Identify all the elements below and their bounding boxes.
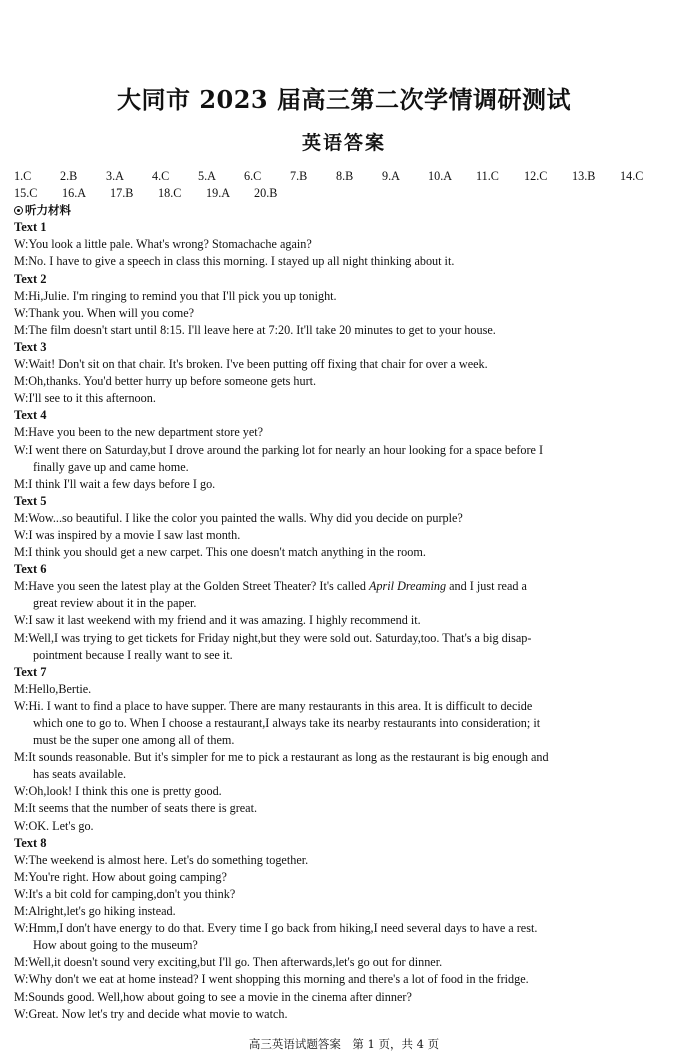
- speaker-label: M:: [14, 869, 29, 884]
- dialogue-line: [14, 578, 676, 595]
- utterance: [28, 390, 676, 407]
- speaker-label: W:: [14, 237, 29, 252]
- answer-item: 18.C: [158, 186, 182, 201]
- utterance: [28, 852, 676, 869]
- dialogue-line: [14, 356, 676, 373]
- utterance: [28, 989, 676, 1006]
- answer-item: 4.C: [152, 169, 170, 183]
- utterance-text: and I just read a: [449, 579, 527, 594]
- speaker-label: W:: [14, 972, 29, 987]
- dialogue-line: [14, 288, 676, 305]
- dialogue-line: [14, 1006, 676, 1023]
- dialogue-line: [14, 800, 676, 817]
- speaker-label: W:: [14, 1006, 29, 1021]
- speaker-label: M:: [14, 801, 29, 816]
- utterance: [28, 886, 676, 903]
- text-heading: Text 4: [14, 408, 47, 423]
- utterance: [28, 236, 676, 253]
- section-heading: [14, 202, 676, 219]
- utterance-continuation: must be the super one among all of them.: [33, 733, 235, 748]
- dialogue-line: [14, 612, 676, 629]
- utterance-text: Thank you. When will you come?: [28, 305, 195, 320]
- text-heading: Text 7: [14, 664, 47, 679]
- utterance: [28, 476, 676, 493]
- dialogue-line: [14, 442, 676, 459]
- utterance-text: Hi,Julie. I'm ringing to remind you that I'll pick you up tonight.: [28, 288, 337, 303]
- dialogue-line: [14, 681, 676, 698]
- dialogue-line: [14, 253, 676, 270]
- utterance-text: It seems that the number of seats there is great.: [28, 801, 258, 816]
- answer-item: 14.C: [620, 169, 644, 183]
- speaker-label: M:: [14, 545, 29, 560]
- speaker-label: M:: [14, 579, 29, 594]
- utterance-text: I went there on Saturday,but I drove around the parking lot for nearly an hour looking for a space before I: [28, 442, 544, 457]
- speaker-label: M:: [14, 322, 29, 337]
- utterance-text: Oh,look! I think this one is pretty good.: [28, 784, 222, 799]
- answer-item: 2.B: [60, 169, 78, 183]
- speaker-label: W:: [14, 391, 29, 406]
- utterance-text: The weekend is almost here. Let's do something together.: [28, 852, 309, 867]
- utterance-text: No. I have to give a speech in class this morning. I stayed up all night thinking about it.: [28, 254, 455, 269]
- text-heading: Text 6: [14, 562, 47, 577]
- utterance: [28, 612, 676, 629]
- utterance-continuation: great review about it in the paper.: [33, 596, 197, 611]
- utterance: [28, 373, 676, 390]
- utterance-text: Have you seen the latest play at the Golden Street Theater? It's called: [28, 579, 366, 594]
- utterance: [28, 1006, 676, 1023]
- utterance: [28, 322, 676, 339]
- utterance: [28, 954, 676, 971]
- answer-item: 8.B: [336, 169, 354, 183]
- dialogue-line: [14, 903, 676, 920]
- utterance-text: I saw it last weekend with my friend and it was amazing. I highly recommend it.: [28, 613, 421, 628]
- speaker-label: W:: [14, 886, 29, 901]
- speaker-label: M:: [14, 904, 29, 919]
- answer-item: 12.C: [524, 169, 548, 183]
- utterance: [28, 920, 676, 937]
- dialogue-line: [14, 869, 676, 886]
- utterance: [28, 698, 676, 715]
- dialogue-line: [14, 920, 676, 937]
- speaker-label: W:: [14, 921, 29, 936]
- dialogue-line: [14, 971, 676, 988]
- dialogue-line: [14, 989, 676, 1006]
- utterance: [28, 869, 676, 886]
- utterance: [28, 253, 676, 270]
- answer-item: 20.B: [254, 186, 278, 201]
- utterance: [28, 544, 676, 561]
- text-heading: Text 8: [14, 835, 47, 850]
- speaker-label: W:: [14, 527, 29, 542]
- dialogue-line: [14, 476, 676, 493]
- utterance-text: The film doesn't start until 8:15. I'll leave here at 7:20. It'll take 20 minutes to get to your house.: [28, 322, 496, 337]
- bullet-icon: [14, 206, 23, 215]
- utterance-continuation: How about going to the museum?: [33, 938, 198, 953]
- utterance-text: You look a little pale. What's wrong? Stomachache again?: [28, 237, 312, 252]
- utterance-text: Wow...so beautiful. I like the color you painted the walls. Why did you decide on purple?: [28, 510, 463, 525]
- speaker-label: M:: [14, 510, 29, 525]
- answer-item: 9.A: [382, 169, 400, 183]
- dialogue-line: [14, 424, 676, 441]
- utterance: [28, 903, 676, 920]
- utterance: [28, 510, 676, 527]
- dialogue-line: [14, 954, 676, 971]
- speaker-label: M:: [14, 476, 29, 491]
- utterance-text: I'll see to it this afternoon.: [28, 391, 156, 406]
- utterance: [28, 749, 676, 766]
- answer-item: 3.A: [106, 169, 124, 183]
- utterance-text: Hi. I want to find a place to have supper. There are many restaurants in this area. It is difficult to decide: [28, 698, 533, 713]
- dialogue-line: [14, 630, 676, 647]
- utterance-continuation: finally gave up and came home.: [33, 459, 189, 474]
- speaker-label: W:: [14, 305, 29, 320]
- speaker-label: M:: [14, 254, 29, 269]
- utterance-text: Well,I was trying to get tickets for Friday night,but they were sold out. Saturday,too. That's a big disap-: [28, 630, 532, 645]
- utterance-text: Have you been to the new department store yet?: [28, 425, 264, 440]
- speaker-label: W:: [14, 852, 29, 867]
- text-heading: Text 3: [14, 339, 47, 354]
- utterance: [28, 356, 676, 373]
- utterance-text: Alright,let's go hiking instead.: [28, 904, 176, 919]
- text-heading: Text 1: [14, 220, 47, 235]
- dialogue-line: [14, 544, 676, 561]
- utterance: [28, 818, 676, 835]
- answer-item: 10.A: [428, 169, 453, 183]
- answer-item: 16.A: [62, 186, 87, 201]
- speaker-label: W:: [14, 613, 29, 628]
- utterance: [28, 424, 676, 441]
- utterance: [28, 681, 676, 698]
- speaker-label: M:: [14, 681, 29, 696]
- dialogue-line: [14, 698, 676, 715]
- speaker-label: M:: [14, 989, 29, 1004]
- speaker-label: W:: [14, 818, 29, 833]
- speaker-label: W:: [14, 698, 29, 713]
- answer-item: 19.A: [206, 186, 231, 201]
- dialogue-line: [14, 322, 676, 339]
- answer-item: 7.B: [290, 169, 308, 183]
- utterance: [28, 288, 676, 305]
- answer-item: 13.B: [572, 169, 596, 183]
- text-heading: Text 5: [14, 493, 47, 508]
- utterance-text: Hello,Bertie.: [28, 681, 92, 696]
- dialogue-line: [14, 373, 676, 390]
- answer-item: 11.C: [476, 169, 499, 183]
- dialogue-line: [14, 390, 676, 407]
- utterance-continuation: has seats available.: [33, 767, 127, 782]
- utterance: [28, 630, 676, 647]
- utterance-text: I think I'll wait a few days before I go.: [28, 476, 216, 491]
- play-title: April Dreaming: [368, 579, 447, 594]
- utterance-text: Hmm,I don't have energy to do that. Every time I go back from hiking,I need several days to have a rest.: [28, 921, 538, 936]
- answer-item: 1.C: [14, 169, 32, 183]
- utterance: [28, 305, 676, 322]
- dialogue-line: [14, 749, 676, 766]
- utterance-continuation: which one to go to. When I choose a restaurant,I always take its nearby restaurants into consideration; it: [33, 716, 541, 730]
- speaker-label: W:: [14, 442, 29, 457]
- utterance-text: Great. Now let's try and decide what movie to watch.: [28, 1006, 288, 1021]
- answer-item: 5.A: [198, 169, 216, 183]
- answer-key: [14, 168, 676, 202]
- page-footer: 高三英语试题答案 第 1 页，共 4 页: [248, 1037, 440, 1051]
- utterance-text: Well,it doesn't sound very exciting,but I'll go. Then afterwards,let's go out for dinner.: [28, 955, 443, 970]
- answer-item: 17.B: [110, 186, 134, 201]
- answer-item: 15.C: [14, 186, 38, 201]
- utterance-text: It's a bit cold for camping,don't you think?: [28, 886, 236, 901]
- speaker-label: W:: [14, 357, 29, 372]
- utterance-text: OK. Let's go.: [28, 818, 94, 833]
- utterance-text: Wait! Don't sit on that chair. It's broken. I've been putting off fixing that chair for over a week.: [28, 357, 488, 372]
- dialogue-line: [14, 783, 676, 800]
- speaker-label: M:: [14, 288, 29, 303]
- listening-transcripts: [14, 219, 676, 1022]
- utterance-text: I think you should get a new carpet. This one doesn't match anything in the room.: [28, 545, 426, 560]
- dialogue-line: [14, 886, 676, 903]
- dialogue-line: [14, 818, 676, 835]
- speaker-label: M:: [14, 750, 29, 765]
- section-label: 听力材料: [25, 203, 71, 218]
- dialogue-line: [14, 852, 676, 869]
- page-title: 大同市 2023 届高三第二次学情调研测试: [116, 85, 571, 114]
- speaker-label: M:: [14, 425, 29, 440]
- dialogue-line: [14, 527, 676, 544]
- utterance-text: I was inspired by a movie I saw last month.: [28, 527, 241, 542]
- utterance: [28, 442, 676, 459]
- utterance-text: Oh,thanks. You'd better hurry up before someone gets hurt.: [28, 374, 317, 389]
- dialogue-line: [14, 305, 676, 322]
- page-subtitle: 英语答案: [301, 132, 386, 154]
- utterance-text: You're right. How about going camping?: [28, 869, 227, 884]
- utterance-text: Sounds good. Well,how about going to see a movie in the cinema after dinner?: [28, 989, 412, 1004]
- utterance-continuation: pointment because I really want to see it.: [33, 647, 233, 662]
- utterance: [28, 527, 676, 544]
- utterance: [28, 783, 676, 800]
- dialogue-line: [14, 510, 676, 527]
- utterance: [28, 800, 676, 817]
- utterance: [28, 578, 676, 595]
- answer-item: 6.C: [244, 169, 262, 183]
- utterance-text: Why don't we eat at home instead? I went shopping this morning and there's a lot of food in the fridge.: [28, 972, 529, 987]
- text-heading: Text 2: [14, 271, 47, 286]
- document-body: [14, 168, 676, 1023]
- utterance: [28, 971, 676, 988]
- utterance-text: It sounds reasonable. But it's simpler for me to pick a restaurant as long as the restaurant is big enough and: [28, 750, 549, 765]
- dialogue-line: [14, 236, 676, 253]
- speaker-label: M:: [14, 630, 29, 645]
- speaker-label: M:: [14, 374, 29, 389]
- speaker-label: M:: [14, 955, 29, 970]
- speaker-label: W:: [14, 784, 29, 799]
